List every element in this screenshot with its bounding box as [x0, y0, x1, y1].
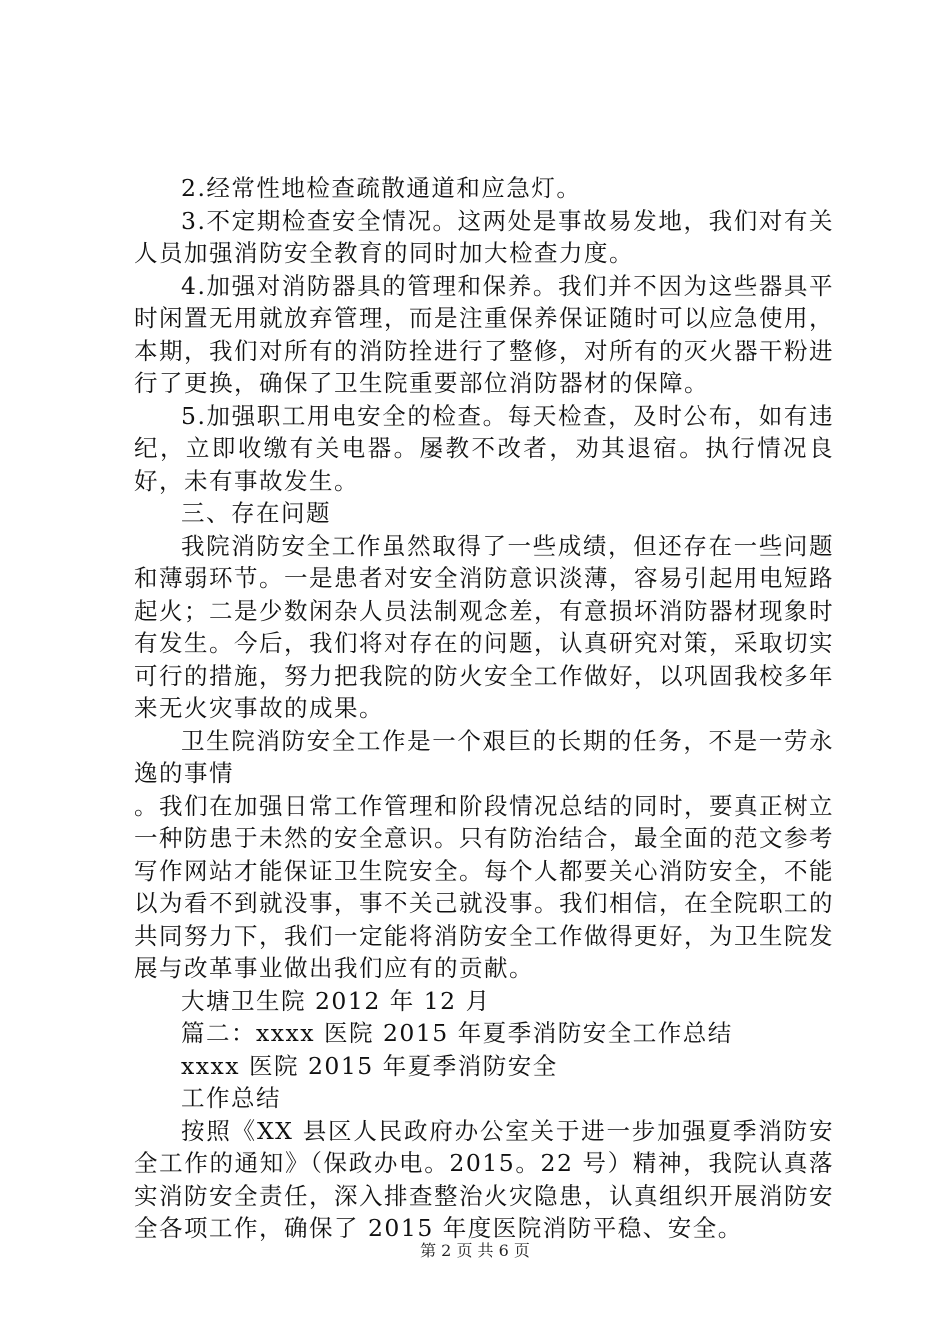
page-footer: 第 2 页 共 6 页 [420, 1241, 530, 1260]
part-two-subtitle: 工作总结 [181, 1084, 281, 1112]
part-two-title: xxxx 医院 2015 年夏季消防安全 [181, 1051, 558, 1080]
signature-line: 大塘卫生院 2012 年 12 月 [181, 986, 491, 1015]
section-heading-problems: 三、存在问题 [181, 499, 331, 527]
paragraph-item-4: 4.加强对消防器具的管理和保养。我们并不因为这些器具平时闲置无用就放弃管理，而是注重保养保证随时可以应急使用，本期，我们对所有的消防拴进行了整修，对所有的灭火器干粉进行了更换，确保了卫生院重要部位消防器材的保障。 [134, 271, 834, 397]
paragraph-problems: 我院消防安全工作虽然取得了一些成绩，但还存在一些问题和薄弱环节。一是患者对安全消防意识淡薄，容易引起用电短路起火；二是少数闲杂人员法制观念差，有意损坏消防器材现象时有发生。今后，我们将对存在的问题，认真研究对策，采取切实可行的措施，努力把我院的防火安全工作做好，以巩固我校多年来无火灾事故的成果。 [134, 531, 834, 722]
part-two-heading: 篇二：xxxx 医院 2015 年夏季消防安全工作总结 [181, 1019, 733, 1047]
document-body [134, 172, 834, 1245]
paragraph-item-2: 2.经常性地检查疏散通道和应急灯。 [181, 174, 582, 202]
paragraph-continuation: 。我们在加强日常工作管理和阶段情况总结的同时，要真正树立一种防患于未然的安全意识。只有防治结合，最全面的范文参考写作网站才能保证卫生院安全。每个人都要关心消防安全，不能以为看不到就没事，事不关己就没事。我们相信，在全院职工的共同努力下，我们一定能将消防安全工作做得更好，为卫生院发展与改革事业做出我们应有的贡献。 [134, 791, 834, 982]
paragraph-item-3: 3.不定期检查安全情况。这两处是事故易发地，我们对有关人员加强消防安全教育的同时加大检查力度。 [134, 206, 834, 267]
paragraph-long-term-task: 卫生院消防安全工作是一个艰巨的长期的任务，不是一劳永逸的事情 [134, 726, 834, 787]
paragraph-item-5: 5.加强职工用电安全的检查。每天检查，及时公布，如有违纪，立即收缴有关电器。屡教不改者，劝其退宿。执行情况良好，未有事故发生。 [134, 401, 834, 495]
part-two-intro: 按照《XX 县区人民政府办公室关于进一步加强夏季消防安全工作的通知》（保政办电。2015。22 号）精神，我院认真落实消防安全责任，深入排查整治火灾隐患，认真组织开展消防安全各项工作，确保了 2015 年度医院消防平稳、安全。 [134, 1116, 834, 1242]
